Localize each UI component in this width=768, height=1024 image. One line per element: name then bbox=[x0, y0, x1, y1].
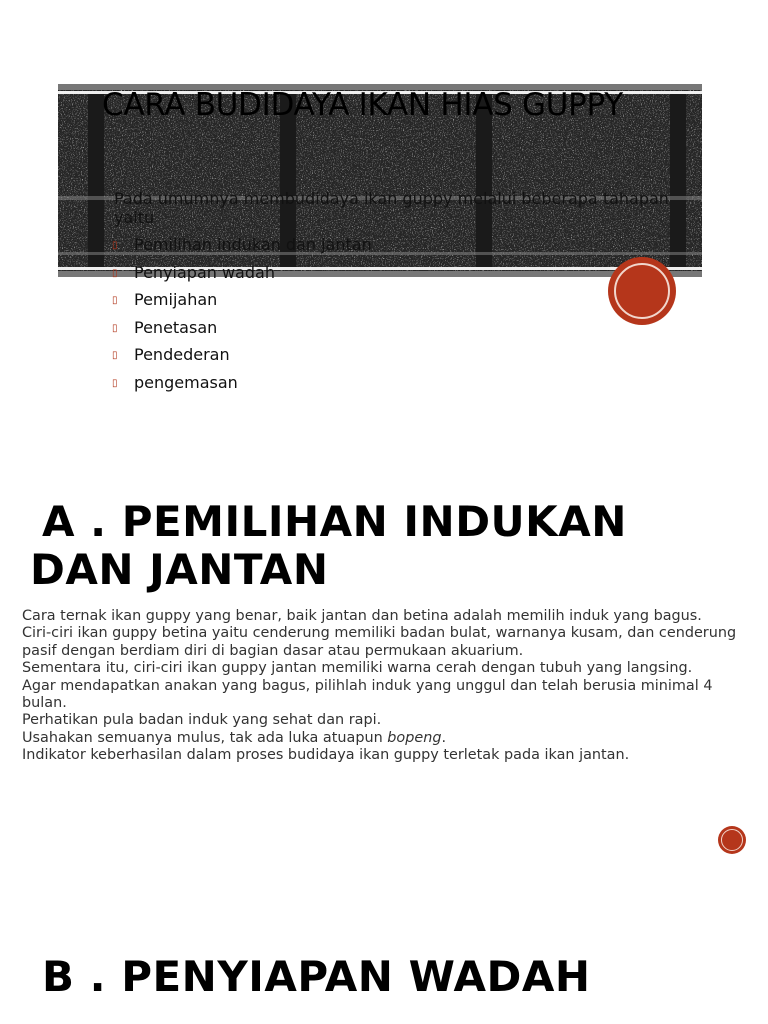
list-item-label: Pendederan bbox=[134, 345, 230, 364]
slide-1-title: CARA BUDIDAYA IKAN HIAS GUPPY bbox=[102, 87, 623, 123]
list-item bbox=[112, 344, 372, 372]
intro-text: Pada umumnya membudidaya ikan guppy melalui beberapa tahapan yaitu bbox=[114, 189, 669, 227]
bullet-icon: ▯ bbox=[112, 240, 118, 251]
slide-3-title: B . PENYIAPAN WADAH bbox=[42, 952, 591, 1001]
paragraph: Cara ternak ikan guppy yang benar, baik jantan dan betina adalah memilih induk yang bagus. bbox=[22, 608, 702, 624]
bullet-icon: ▯ bbox=[112, 295, 118, 306]
list-item bbox=[112, 317, 372, 345]
slide-2-body bbox=[22, 608, 752, 765]
paragraph bbox=[22, 730, 752, 747]
list-item-label: Pemilihan indukan dan jantan bbox=[134, 235, 372, 254]
bullet-icon: ▯ bbox=[112, 322, 118, 334]
italic-term: bopeng bbox=[387, 729, 442, 746]
paragraph: Indikator keberhasilan dalam proses budidaya ikan guppy terletak pada ikan jantan. bbox=[22, 747, 630, 764]
list-item-label: Pemijahan bbox=[134, 290, 218, 309]
decorative-circle-icon bbox=[718, 826, 746, 854]
list-item bbox=[112, 234, 372, 262]
bullet-icon: ▯ bbox=[112, 350, 118, 361]
paragraph: Ciri-ciri ikan guppy betina yaitu cenderung memiliki badan bulat, warnanya kusam, dan cenderung pasif dengan berdiam diri di bagian dasar atau permukaan akuarium. bbox=[22, 625, 737, 659]
list-item bbox=[112, 289, 372, 317]
list-item bbox=[112, 372, 372, 400]
decorative-circle-icon bbox=[608, 257, 676, 325]
bullet-icon: ▯ bbox=[112, 267, 118, 279]
paragraph-text: . bbox=[441, 729, 447, 746]
slide-2-title-line-2: DAN JANTAN bbox=[30, 545, 329, 594]
paragraph-text: Usahakan semuanya mulus, tak ada luka atuapun bbox=[22, 729, 388, 746]
list-item bbox=[112, 262, 372, 290]
list-item-label: Penyiapan wadah bbox=[134, 262, 275, 282]
slide-2-title bbox=[30, 497, 742, 594]
slide-2-title-line-1: A . PEMILIHAN INDUKAN bbox=[42, 497, 627, 546]
list-item-label: pengemasan bbox=[134, 372, 238, 392]
paragraph: Perhatikan pula badan induk yang sehat dan rapi. bbox=[22, 712, 382, 729]
paragraph: Agar mendapatkan anakan yang bagus, pilihlah induk yang unggul dan telah berusia minimal 4 bulan. bbox=[22, 677, 713, 712]
paragraph: Sementara itu, ciri-ciri ikan guppy jantan memiliki warna cerah dengan tubuh yang langsing. bbox=[22, 660, 693, 677]
bullet-icon: ▯ bbox=[112, 377, 118, 389]
list-item-label: Penetasan bbox=[134, 317, 218, 337]
steps-list bbox=[112, 234, 372, 399]
